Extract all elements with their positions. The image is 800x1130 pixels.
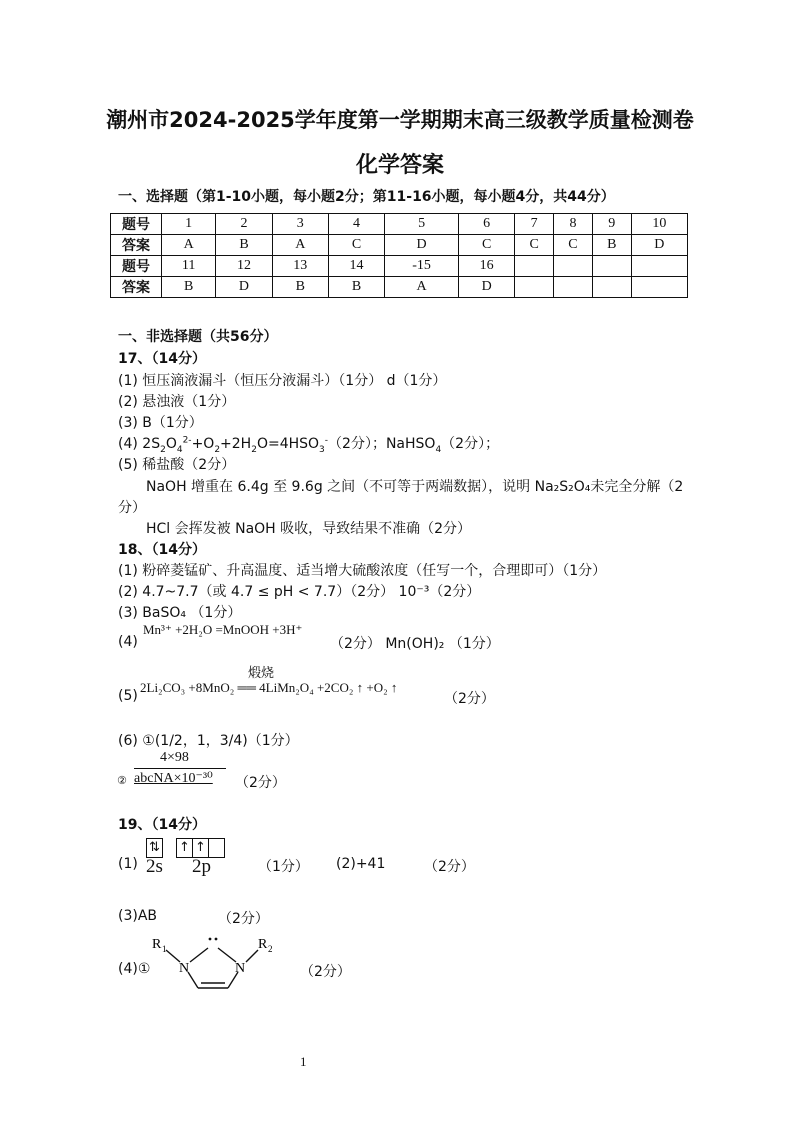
table-cell: A [385, 277, 459, 298]
q19-line-1-label: (1) [118, 856, 138, 872]
label-2p: 2p [192, 856, 211, 877]
table-cell: 3 [272, 214, 328, 235]
lone-pair-dot [209, 938, 212, 941]
row-header-question: 题号 [111, 214, 162, 235]
table-cell: D [216, 277, 272, 298]
q19-line-1-score: （1分） [258, 859, 309, 875]
q18-equation-5: 2Li₂CO₃ +8MnO₂ ══ 4LiMn₂O₄ +2CO₂ ↑ +O₂ ↑ [140, 680, 398, 695]
table-cell: 9 [592, 214, 631, 235]
bond [188, 972, 198, 988]
table-row [111, 235, 688, 256]
fraction-denominator: abcNA×10⁻³⁰ [134, 771, 213, 786]
table-cell [592, 256, 631, 277]
table-cell: D [458, 277, 514, 298]
section-heading-choice: 一、选择题（第1-10小题，每小题2分；第11-16小题，每小题4分，共44分） [118, 189, 615, 205]
q18-line-7-score: （2分） [235, 775, 286, 791]
eq-part: +2H [220, 436, 252, 452]
eq-part: +O [191, 436, 215, 452]
q18-line-3: (3) BaSO₄ （1分） [118, 605, 242, 621]
table-cell: 13 [272, 256, 328, 277]
q18-line-2: (2) 4.7~7.7（或 4.7 ≤ pH < 7.7）（2分） 10⁻³（2分） [118, 584, 481, 600]
page-number: 1 [300, 1054, 307, 1069]
nitrogen-right: N [235, 961, 246, 976]
eq-part: (4) 2S [118, 436, 161, 452]
table-cell: 6 [458, 214, 514, 235]
table-cell: 12 [216, 256, 272, 277]
q19-title: 19、（14分） [118, 817, 206, 833]
table-cell: A [162, 235, 216, 256]
q18-line-6: (6) ①(1/2，1，3/4)（1分） [118, 733, 299, 749]
bond [166, 950, 180, 962]
eq-part: （2分）； [441, 436, 500, 452]
bond [190, 948, 208, 962]
electron: ↑ [177, 839, 193, 857]
table-cell [631, 256, 687, 277]
table-row [111, 214, 688, 235]
table-cell [592, 277, 631, 298]
q18-equation-4: Mn³⁺ +2H₂O =MnOOH +3H⁺ [143, 622, 303, 637]
q18-line-5-score: （2分） [444, 691, 495, 707]
table-cell [631, 277, 687, 298]
q17-line-3: (3) B（1分） [118, 415, 203, 431]
table-cell: 10 [631, 214, 687, 235]
r1-label: R [152, 937, 162, 952]
table-cell: 11 [162, 256, 216, 277]
table-cell: B [162, 277, 216, 298]
imidazolylidene-structure [150, 928, 290, 1008]
table-cell: C [554, 235, 593, 256]
eq-part: O [165, 436, 177, 452]
q19-line-3-score: （2分） [218, 911, 269, 927]
q17-line-4: (4) $2S_2O_4^{2-}+O_2+2H_2O=4HSO_3^-(2$分）；NaHSO$_4$（2分）； [118, 435, 500, 455]
q18-line-1: (1) 粉碎菱锰矿、升高温度、适当增大硫酸浓度（任写一个，合理即可）（1分） [118, 563, 607, 579]
q18-line-5-label: (5) [118, 688, 138, 704]
table-cell [554, 256, 593, 277]
q18-condition: 煅烧 [248, 666, 275, 681]
q17-title: 17、（14分） [118, 351, 206, 367]
table-cell: B [216, 235, 272, 256]
table-cell: C [328, 235, 384, 256]
table-cell: D [631, 235, 687, 256]
table-row [111, 277, 688, 298]
table-cell: B [592, 235, 631, 256]
fraction-numerator: 4×98 [160, 750, 189, 765]
page-subtitle: 化学答案 [355, 153, 444, 178]
page-title: 潮州市2024-2025学年度第一学期期末高三级教学质量检测卷 [106, 108, 694, 132]
q19-line-4-score: （2分） [300, 964, 351, 980]
table-cell [554, 277, 593, 298]
orbital-box-2s [146, 838, 163, 858]
table-cell: 4 [328, 214, 384, 235]
q17-line-6: NaOH 增重在 6.4g 至 9.6g 之间（不可等于两端数据），说明 Na₂S₂O₄未完全分解（2 [146, 479, 684, 495]
table-cell: 7 [515, 214, 554, 235]
q17-line-8: HCl 会挥发被 NaOH 吸收，导致结果不准确（2分） [146, 521, 472, 537]
eq-part: （2分）；NaHSO [328, 436, 436, 452]
q17-line-2: (2) 悬浊液（1分） [118, 394, 236, 410]
table-cell: -15 [385, 256, 459, 277]
table-cell: 14 [328, 256, 384, 277]
lone-pair-dot [215, 938, 218, 941]
row-header-question: 题号 [111, 256, 162, 277]
empty-orbital [209, 839, 224, 857]
q17-line-7: 分） [118, 500, 146, 516]
table-cell: B [272, 277, 328, 298]
table-cell: 1 [162, 214, 216, 235]
r2-subscript: 2 [268, 944, 273, 954]
orbital-box-2p [176, 838, 225, 858]
table-cell [515, 256, 554, 277]
q19-line-2-score: （2分） [424, 859, 475, 875]
q17-line-5: (5) 稀盐酸（2分） [118, 457, 236, 473]
q19-line-2: (2)+41 [336, 856, 386, 872]
table-cell: D [385, 235, 459, 256]
q18-title: 18、（14分） [118, 542, 206, 558]
bond [246, 950, 258, 962]
nitrogen-left: N [179, 961, 190, 976]
electron-pair: ⇅ [149, 840, 160, 855]
table-cell: C [458, 235, 514, 256]
answer-table [110, 213, 688, 298]
q19-line-4-label: (4)① [118, 961, 151, 977]
label-2s: 2s [146, 856, 163, 877]
table-cell: 2 [216, 214, 272, 235]
fraction-bar [134, 768, 226, 769]
q17-line-1: (1) 恒压滴液漏斗（恒压分液漏斗）（1分） d（1分） [118, 373, 447, 389]
row-header-answer: 答案 [111, 277, 162, 298]
row-header-answer: 答案 [111, 235, 162, 256]
electron: ↑ [193, 839, 209, 857]
circled-two: ② [117, 774, 127, 787]
eq-part: O=4HSO [256, 436, 320, 452]
table-cell: C [515, 235, 554, 256]
r1-subscript: 1 [162, 944, 167, 954]
q18-line-4-score: （2分） Mn(OH)₂ （1分） [330, 636, 500, 652]
section-heading-nonchoice: 一、非选择题（共56分） [118, 329, 278, 345]
table-cell: A [272, 235, 328, 256]
q19-line-3: (3)AB [118, 908, 158, 924]
table-row [111, 256, 688, 277]
table-cell: 5 [385, 214, 459, 235]
table-cell: B [328, 277, 384, 298]
table-cell: 8 [554, 214, 593, 235]
r2-label: R [258, 937, 268, 952]
table-cell: 16 [458, 256, 514, 277]
q18-line-4-label: (4) [118, 634, 138, 650]
bond [218, 948, 236, 962]
table-cell [515, 277, 554, 298]
